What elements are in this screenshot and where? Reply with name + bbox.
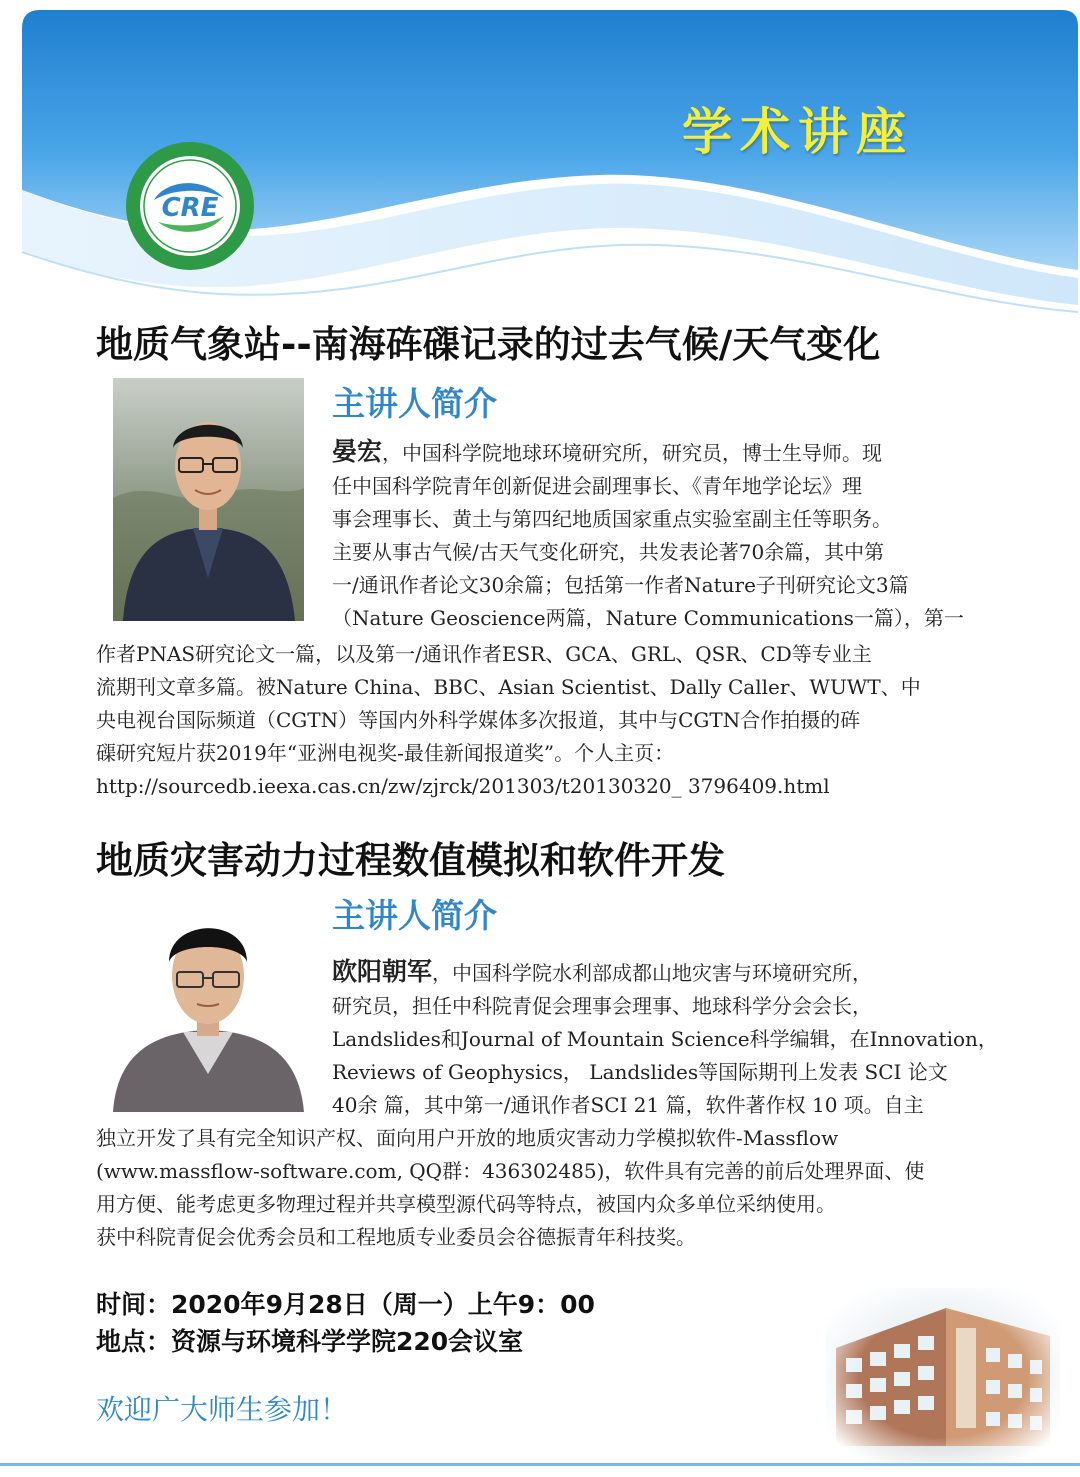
speaker-1-photo xyxy=(113,378,304,621)
speaker-1-bio-line: 一/通讯作者论文30余篇；包括第一作者Nature子刊研究论文3篇 xyxy=(332,573,909,597)
speaker-2-bio-line xyxy=(332,956,1004,989)
svg-text:CRE: CRE xyxy=(161,193,219,223)
banner-title: 学术讲座 xyxy=(682,102,914,161)
speaker-2-photo xyxy=(113,904,304,1112)
speaker-1-bio-line: 事会理事长、黄土与第四纪地质国家重点实验室副主任等职务。 xyxy=(332,507,892,531)
speaker-1-bio-line xyxy=(332,436,1004,469)
cre-college-logo-icon xyxy=(124,140,256,272)
speaker-2-name: 欧阳朝军 xyxy=(332,957,433,986)
speaker-1-name: 晏宏 xyxy=(332,437,383,466)
event-time: 时间：2020年9月28日（周一）上午9：00 xyxy=(96,1290,595,1319)
bottom-divider xyxy=(0,1463,1080,1466)
speaker-2-bio-line: 研究员，担任中科院青促会理事会理事、地球科学分会会长， xyxy=(332,994,872,1018)
lecture-1-title: 地质气象站--南海砗磲记录的过去气候/天气变化 xyxy=(96,323,881,366)
speaker-1-bio-intro: ，中国科学院地球环境研究所，研究员，博士生导师。现 xyxy=(382,441,883,465)
lecture-2-title: 地质灾害动力过程数值模拟和软件开发 xyxy=(96,839,725,882)
speaker-1-bio-line: （Nature Geoscience两篇，Nature Communications一篇），第一 xyxy=(332,606,964,630)
speaker-1-bio-line: 磲研究短片获2019年“亚洲电视奖-最佳新闻报道奖”。个人主页： xyxy=(96,741,675,765)
speaker-2-section-heading: 主讲人简介 xyxy=(332,896,497,935)
speaker-2-bio-intro: ，中国科学院水利部成都山地灾害与环境研究所， xyxy=(432,961,873,985)
speaker-1-bio-line: 任中国科学院青年创新促进会副理事长、《青年地学论坛》理 xyxy=(332,474,862,498)
speaker-2-bio-line: 获中科院青促会优秀会员和工程地质专业委员会谷德振青年科技奖。 xyxy=(96,1225,696,1249)
speaker-2-bio-line: (www.massflow-software.com, QQ群：436302485)，软件具有完善的前后处理界面、使 xyxy=(96,1159,925,1183)
welcome-message: 欢迎广大师生参加！ xyxy=(96,1393,349,1426)
speaker-2-bio-line: 用方便、能考虑更多物理过程并共享模型源代码等特点，被国内众多单位采纳使用。 xyxy=(96,1192,836,1216)
speaker-1-section-heading: 主讲人简介 xyxy=(332,384,497,423)
speaker-2-bio-line: 独立开发了具有完全知识产权、面向用户开放的地质灾害动力学模拟软件-Massflow xyxy=(96,1126,839,1150)
header-banner xyxy=(0,0,1080,330)
speaker-1-bio-line: 作者PNAS研究论文一篇，以及第一/通讯作者ESR、GCA、GRL、QSR、CD等专业主 xyxy=(96,642,872,666)
event-place: 地点：资源与环境科学学院220会议室 xyxy=(96,1327,524,1356)
speaker-1-bio-line: 央电视台国际频道（CGTN）等国内外科学媒体多次报道，其中与CGTN合作拍摄的砗 xyxy=(96,708,861,732)
speaker-2-bio-line: 40余 篇，其中第一/通讯作者SCI 21 篇，软件著作权 10 项。自主 xyxy=(332,1093,924,1117)
college-building-image xyxy=(826,1288,1060,1462)
speaker-2-bio-line: Landslides和Journal of Mountain Science科学编辑，在Innovation， xyxy=(332,1027,998,1051)
speaker-2-bio-line: Reviews of Geophysics， Landslides等国际期刊上发表 SCI 论文 xyxy=(332,1060,948,1084)
speaker-1-bio-line: 主要从事古气候/古天气变化研究，共发表论著70余篇，其中第 xyxy=(332,540,885,564)
speaker-1-homepage-link[interactable]: http://sourcedb.ieexa.cas.cn/zw/zjrck/201303/t20130320_ 3796409.html xyxy=(96,774,830,798)
speaker-1-bio-line: 流期刊文章多篇。被Nature China、BBC、Asian Scientist、Dally Caller、WUWT、中 xyxy=(96,675,921,699)
